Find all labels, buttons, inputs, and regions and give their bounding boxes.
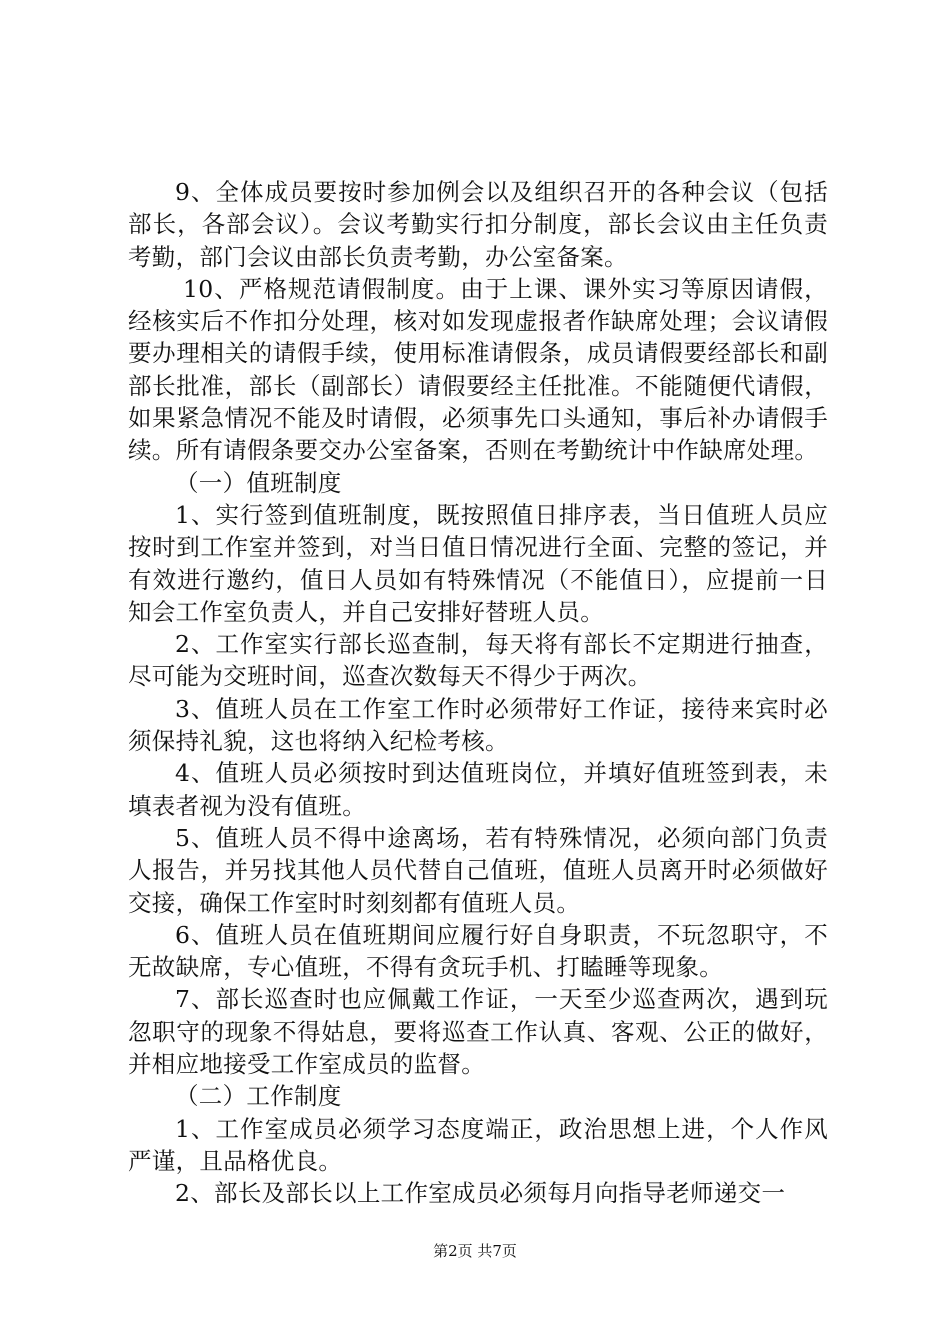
section-heading-work: （二）工作制度 <box>175 1082 342 1111</box>
section-heading-duty: （一）值班制度 <box>175 468 342 497</box>
paragraph-work-1: 1、工作室成员必须学习态度端正，政治思想上进，个人作风严谨，且品格优良。 <box>128 1114 828 1175</box>
paragraph-duty-1: 1、实行签到值班制度，既按照值日排序表，当日值班人员应按时到工作室并签到，对当日值日情况进行全面、完整的签记，并有效进行邀约，值日人员如有特殊情况（不能值日），应提前一日知会工作室负责人，并自己安排好替班人员。 <box>128 500 828 626</box>
paragraph-item-10: 10、严格规范请假制度。由于上课、课外实习等原因请假，经核实后不作扣分处理，核对如发现虚报者作缺席处理；会议请假要办理相关的请假手续，使用标准请假条，成员请假要经部长和副部长批准，部长（副部长）请假要经主任批准。不能随便代请假，如果紧急情况不能及时请假，必须事先口头通知，事后补办请假手续。所有请假条要交办公室备案，否则在考勤统计中作缺席处理。 <box>128 274 828 465</box>
paragraph-duty-4: 4、值班人员必须按时到达值班岗位，并填好值班签到表，未填表者视为没有值班。 <box>128 759 828 820</box>
paragraph-duty-2: 2、工作室实行部长巡查制，每天将有部长不定期进行抽查，尽可能为交班时间，巡查次数每天不得少于两次。 <box>128 630 828 691</box>
paragraph-duty-6: 6、值班人员在值班期间应履行好自身职责，不玩忽职守，不无故缺席，专心值班，不得有贪玩手机、打瞌睡等现象。 <box>128 920 828 982</box>
document-body <box>128 176 828 1210</box>
page-number-label: 第2页 共7页 <box>433 1242 517 1260</box>
page-footer <box>0 1240 950 1261</box>
paragraph-duty-5: 5、值班人员不得中途离场，若有特殊情况，必须向部门负责人报告，并另找其他人员代替自己值班，值班人员离开时必须做好交接，确保工作室时时刻刻都有值班人员。 <box>128 823 828 917</box>
paragraph-duty-7: 7、部长巡查时也应佩戴工作证，一天至少巡查两次，遇到玩忽职守的现象不得姑息，要将巡查工作认真、客观、公正的做好，并相应地接受工作室成员的监督。 <box>128 985 828 1079</box>
paragraph-duty-3: 3、值班人员在工作室工作时必须带好工作证，接待来宾时必须保持礼貌，这也将纳入纪检考核。 <box>128 694 828 756</box>
paragraph-work-2: 2、部长及部长以上工作室成员必须每月向指导老师递交一 <box>175 1179 786 1208</box>
paragraph-item-9: 9、全体成员要按时参加例会以及组织召开的各种会议（包括部长，各部会议）。会议考勤实行扣分制度，部长会议由主任负责考勤，部门会议由部长负责考勤，办公室备案。 <box>128 178 828 271</box>
